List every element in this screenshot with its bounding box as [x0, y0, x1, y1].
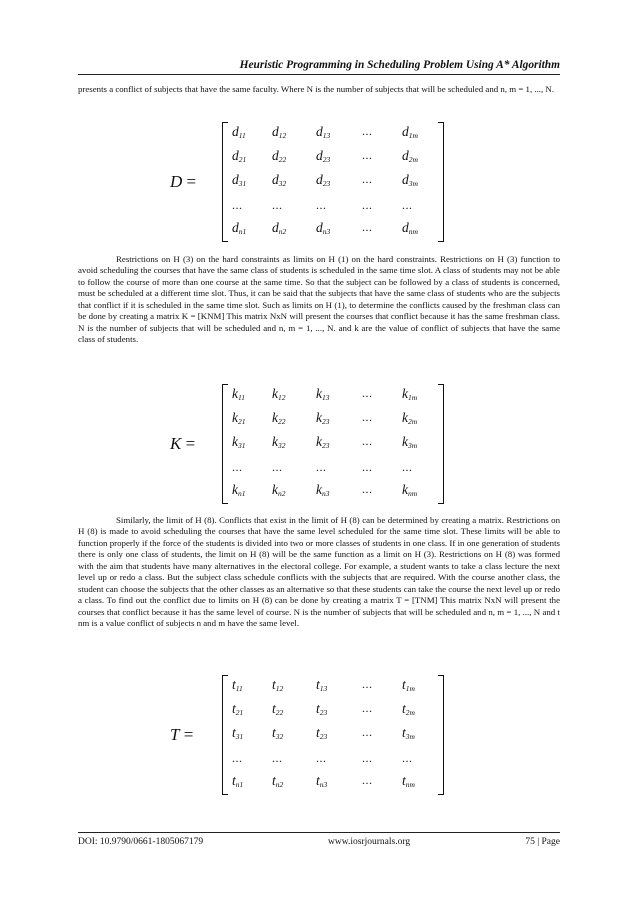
- matrix-ellipsis: ...: [272, 751, 283, 765]
- matrix-entry: $k_{1m}$: [402, 386, 418, 402]
- matrix-t: [170, 675, 470, 797]
- matrix-entry: $k_{11}$: [232, 386, 245, 402]
- matrix-entry: $t_{12}$: [272, 677, 284, 693]
- matrix-ellipsis: ...: [272, 460, 283, 474]
- matrix-equals: =: [179, 725, 194, 744]
- matrix-entry: $d_{12}$: [272, 124, 287, 140]
- matrix-entry: $k_{21}$: [232, 410, 246, 426]
- running-header: Heuristic Programming in Scheduling Problem Using A* Algorithm: [239, 59, 560, 71]
- matrix-entry: $d_{21}$: [232, 148, 247, 164]
- matrix-entry: $t_{n2}$: [272, 773, 284, 789]
- matrix-entry: $t_{21}$: [232, 701, 244, 717]
- matrix-d: [170, 122, 470, 244]
- matrix-ellipsis: ...: [362, 220, 373, 234]
- matrix-ellipsis: ...: [362, 172, 373, 186]
- matrix-entry: $t_{n1}$: [232, 773, 244, 789]
- matrix-entry: $d_{n1}$: [232, 220, 247, 236]
- matrix-ellipsis: ...: [362, 751, 373, 765]
- matrix-ellipsis: ...: [362, 434, 373, 448]
- matrix-entry: $k_{31}$: [232, 434, 246, 450]
- matrix-ellipsis: ...: [272, 198, 283, 212]
- matrix-ellipsis: ...: [362, 677, 373, 691]
- matrix-label: [170, 725, 193, 745]
- matrix-ellipsis: ...: [362, 198, 373, 212]
- matrix-ellipsis: ...: [402, 460, 413, 474]
- matrix-ellipsis: ...: [362, 148, 373, 162]
- matrix-name: D: [170, 172, 183, 191]
- footer-rule: [78, 832, 560, 833]
- matrix-equals: =: [181, 434, 196, 453]
- matrix-ellipsis: ...: [402, 198, 413, 212]
- matrix-entry: $k_{23}$: [316, 434, 330, 450]
- matrix-entry: $k_{n1}$: [232, 482, 246, 498]
- matrix-ellipsis: ...: [362, 386, 373, 400]
- matrix-ellipsis: ...: [402, 751, 413, 765]
- matrix-entry: $t_{13}$: [316, 677, 328, 693]
- matrix-ellipsis: ...: [362, 701, 373, 715]
- paragraph-3: Similarly, the limit of H (8). Conflicts that exist in the limit of H (8) can be determined by creating a matrix. Restrictions on H (8) is made to avoid scheduling the courses that have the same level scheduled for the same time slot. These limits will be able to function properly if the force of the students is divided into two or more classes of students in one class. If in one generation of students there is only one class of students, the limit on H (8) will be the same function as a limit on H (3). Restrictions on H (8) was formed with the aim that students have many alternatives in the electoral college. For example, a student wants to take a class lecture the next level up or redo a class. But the subject class schedule conflicts with the subjects that are required. With the course another class, the student can choose the subjects that the other classes as an alternative so that these students can take the course the next level up or redo a class. To find out the conflict due to limits on H (8) can be done by creating a matrix T = [TNM] This matrix NxN will present the courses that conflict because it has the same level of course. N is the number of subjects that will be scheduled and n, m = 1, ..., N and t nm is a value conflict of subjects n and m have the same level.: [78, 515, 560, 629]
- matrix-ellipsis: ...: [362, 124, 373, 138]
- bracket-left: [222, 675, 228, 795]
- matrix-ellipsis: ...: [316, 751, 327, 765]
- matrix-entry: $k_{3m}$: [402, 434, 418, 450]
- matrix-name: T: [170, 725, 180, 744]
- matrix-ellipsis: ...: [362, 410, 373, 424]
- matrix-entry: $t_{2m}$: [402, 701, 415, 717]
- matrix-label: [170, 434, 195, 454]
- bracket-right: [438, 384, 444, 504]
- matrix-entry: $d_{11}$: [232, 124, 246, 140]
- matrix-entry: $d_{23}$: [316, 172, 331, 188]
- bracket-left: [222, 384, 228, 504]
- matrix-entry: $t_{32}$: [272, 725, 284, 741]
- matrix-entry: $k_{n2}$: [272, 482, 286, 498]
- matrix-entry: $t_{23}$: [316, 725, 328, 741]
- matrix-entry: $t_{23}$: [316, 701, 328, 717]
- matrix-entry: $t_{3m}$: [402, 725, 415, 741]
- bracket-right: [438, 675, 444, 795]
- header-rule: [78, 74, 560, 75]
- matrix-entry: $t_{31}$: [232, 725, 244, 741]
- matrix-ellipsis: ...: [232, 751, 243, 765]
- matrix-entry: $t_{nm}$: [402, 773, 415, 789]
- matrix-entry: $k_{2m}$: [402, 410, 418, 426]
- paragraph-1: presents a conflict of subjects that have the same faculty. Where N is the number of subjects that will be scheduled and n, m = 1, ..., N.: [78, 84, 555, 94]
- matrix-entry: $k_{n3}$: [316, 482, 330, 498]
- matrix-entry: $t_{11}$: [232, 677, 243, 693]
- matrix-ellipsis: ...: [362, 725, 373, 739]
- matrix-entry: $k_{12}$: [272, 386, 286, 402]
- matrix-ellipsis: ...: [362, 482, 373, 496]
- footer-doi: DOI: 10.9790/0661-1805067179: [78, 837, 204, 847]
- bracket-left: [222, 122, 228, 242]
- matrix-entry: $t_{22}$: [272, 701, 284, 717]
- footer-page: 75 | Page: [525, 837, 560, 847]
- matrix-entry: $d_{2m}$: [402, 148, 418, 164]
- matrix-entry: $t_{1m}$: [402, 677, 415, 693]
- matrix-entry: $d_{1m}$: [402, 124, 418, 140]
- matrix-entry: $d_{32}$: [272, 172, 287, 188]
- matrix-ellipsis: ...: [232, 460, 243, 474]
- bracket-right: [438, 122, 444, 242]
- matrix-ellipsis: ...: [232, 198, 243, 212]
- matrix-ellipsis: ...: [362, 460, 373, 474]
- matrix-ellipsis: ...: [316, 198, 327, 212]
- footer-site: www.iosrjournals.org: [328, 837, 411, 847]
- matrix-k: [170, 384, 470, 506]
- matrix-entry: $d_{3m}$: [402, 172, 418, 188]
- matrix-entry: $d_{13}$: [316, 124, 331, 140]
- matrix-entry: $k_{nm}$: [402, 482, 418, 498]
- matrix-entry: $d_{nm}$: [402, 220, 418, 236]
- matrix-entry: $k_{13}$: [316, 386, 330, 402]
- matrix-entry: $d_{22}$: [272, 148, 287, 164]
- matrix-ellipsis: ...: [316, 460, 327, 474]
- matrix-entry: $d_{31}$: [232, 172, 247, 188]
- matrix-ellipsis: ...: [362, 773, 373, 787]
- matrix-entry: $d_{23}$: [316, 148, 331, 164]
- matrix-equals: =: [182, 172, 197, 191]
- matrix-entry: $t_{n3}$: [316, 773, 328, 789]
- matrix-label: [170, 172, 196, 192]
- matrix-entry: $d_{n2}$: [272, 220, 287, 236]
- matrix-entry: $d_{n3}$: [316, 220, 331, 236]
- matrix-name: K: [170, 434, 182, 453]
- matrix-entry: $k_{23}$: [316, 410, 330, 426]
- matrix-entry: $k_{32}$: [272, 434, 286, 450]
- matrix-entry: $k_{22}$: [272, 410, 286, 426]
- paragraph-2: Restrictions on H (3) on the hard constraints as limits on H (1) on the hard constraints. Restrictions on H (3) function to avoid scheduling the courses that have the same class of students is scheduled in the same time slot. A class of students may not be able to follow the course of more than one course at the same time. So that the subject can be followed by a class of students is concerned, must be scheduled at a different time slot. Thus, it can be said that the subjects that have the same class of students who are the subjects that conflict if it is scheduled in the same time slot. Such as limits on H (1), to determine the conflicts caused by the freshman class can be done by creating a matrix K = [KNM] This matrix NxN will present the courses that conflict because it has the same freshman class. N is the number of subjects that will be scheduled and n, m = 1, ..., N. and k are the value of conflict of subjects that have the same class of students.: [78, 254, 560, 345]
